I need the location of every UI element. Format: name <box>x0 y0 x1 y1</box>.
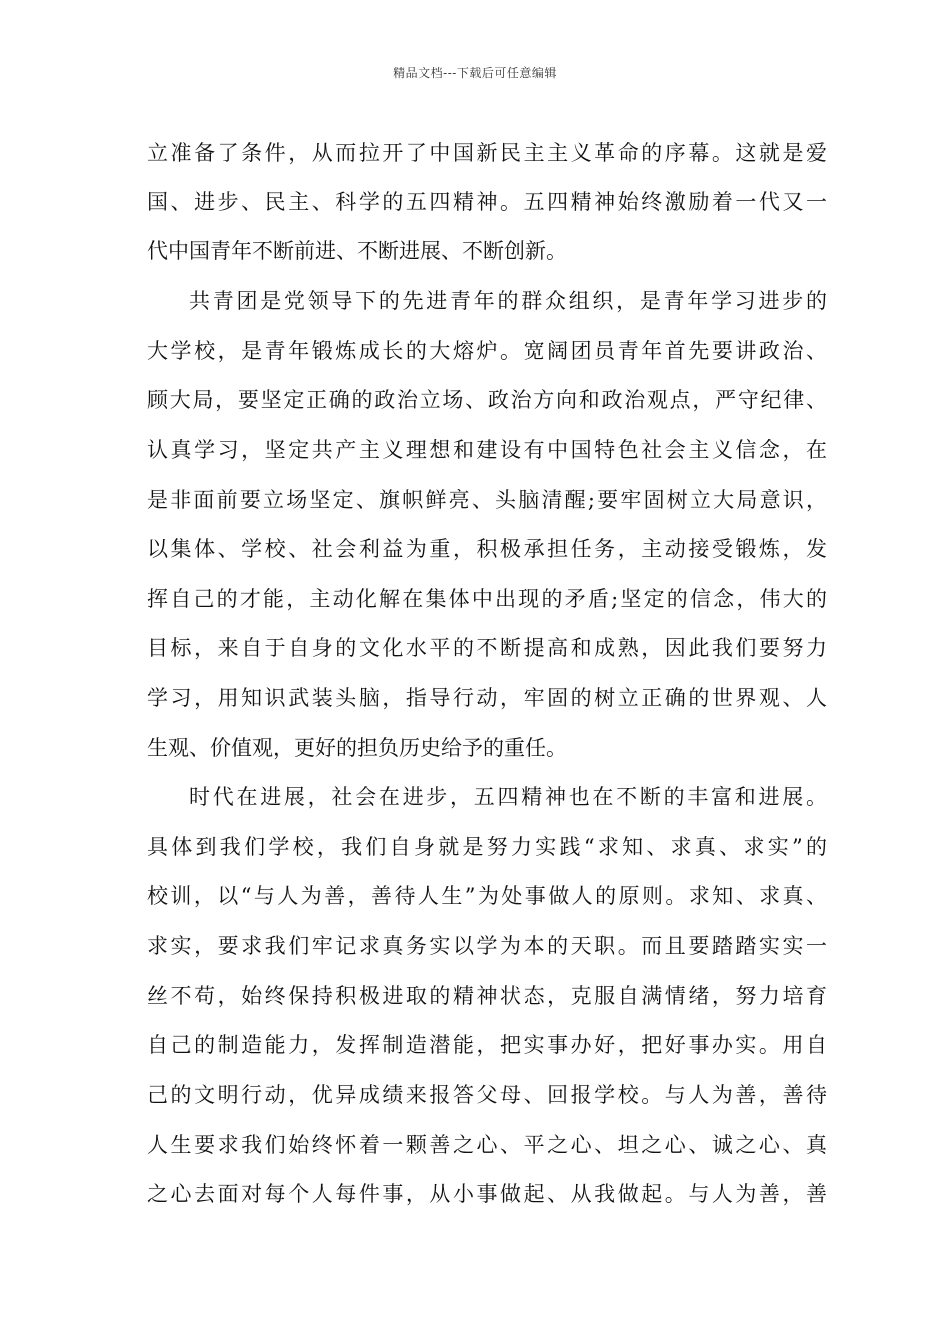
paragraph-line: 生观、价值观，更好的担负历史给予的重任。 <box>147 736 567 760</box>
paragraph-line: 代中国青年不断前进、不断进展、不断创新。 <box>147 239 567 263</box>
page-header: 精品文档---下载后可任意编辑 <box>393 66 557 80</box>
paragraph-line: 学习，用知识武装头脑，指导行动，牢固的树立正确的世界观、人 <box>147 686 827 710</box>
paragraph-line: 大学校，是青年锻炼成长的大熔炉。宽阔团员青年首先要讲政治、 <box>147 339 827 363</box>
paragraph-line: 顾大局，要坚定正确的政治立场、政治方向和政治观点，严守纪律、 <box>147 388 827 412</box>
paragraph-line: 之心去面对每个人每件事，从小事做起、从我做起。与人为善，善 <box>147 1182 827 1206</box>
paragraph-line: 目标，来自于自身的文化水平的不断提高和成熟，因此我们要努力 <box>147 636 827 660</box>
paragraph-line: 是非面前要立场坚定、旗帜鲜亮、头脑清醒;要牢固树立大局意识， <box>147 488 827 512</box>
paragraph-line: 校训，以“与人为善，善待人生”为处事做人的原则。求知、求真、 <box>147 884 827 908</box>
paragraph-line: 己的文明行动，优异成绩来报答父母、回报学校。与人为善，善待 <box>147 1083 827 1107</box>
paragraph-line: 共青团是党领导下的先进青年的群众组织，是青年学习进步的 <box>189 289 827 313</box>
paragraph-line: 时代在进展，社会在进步，五四精神也在不断的丰富和进展。 <box>189 785 827 809</box>
paragraph-line: 以集体、学校、社会利益为重，积极承担任务，主动接受锻炼，发 <box>147 537 827 561</box>
paragraph-line: 国、进步、民主、科学的五四精神。五四精神始终激励着一代又一 <box>147 190 827 214</box>
paragraph-line: 自己的制造能力，发挥制造潜能，把实事办好，把好事办实。用自 <box>147 1033 827 1057</box>
paragraph-line: 立准备了条件，从而拉开了中国新民主主义革命的序幕。这就是爱 <box>147 141 827 165</box>
paragraph-line: 丝不苟，始终保持积极进取的精神状态，克服自满情绪，努力培育 <box>147 984 827 1008</box>
paragraph-line: 求实，要求我们牢记求真务实以学为本的天职。而且要踏踏实实一 <box>147 934 827 958</box>
paragraph-line: 具体到我们学校，我们自身就是努力实践“求知、求真、求实”的 <box>147 835 827 859</box>
paragraph-line: 人生要求我们始终怀着一颗善之心、平之心、坦之心、诚之心、真 <box>147 1133 827 1157</box>
paragraph-line: 挥自己的才能，主动化解在集体中出现的矛盾;坚定的信念，伟大的 <box>147 587 827 611</box>
paragraph-line: 认真学习，坚定共产主义理想和建设有中国特色社会主义信念，在 <box>147 438 827 462</box>
